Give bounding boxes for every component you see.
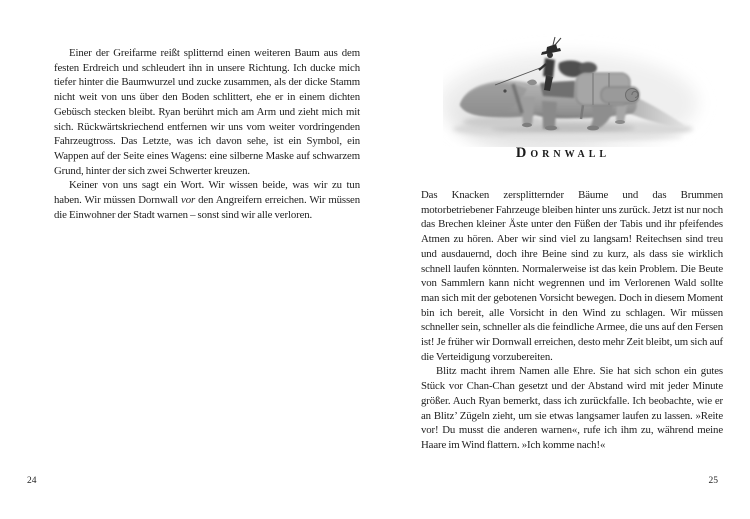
foot — [522, 123, 532, 127]
body-text: den Angreifern erreichen. Wir müssen die Einwohner der Stadt warnen – sonst sind wir alle verloren. — [54, 194, 360, 221]
body-text: Das Knacken zersplitternder Bäume und das Brummen motorbetriebener Fahrzeuge bleiben hinter uns zurück. Jetzt ist nur noch das Brechen kleiner Äste unter den Füßen der Tabis und ihr pfeifendes Atmen zu hören. Aber wir sind viel zu langsam! Reitechsen sind treu und ausdauernd, doch ihre Beine sind zu kurz, als dass sie wirklich schnell laufen könnten. Normalerweise ist das kein Problem. Die Beute von Sammlern kann nicht wegrennen und im Verlorenen Wald sollte man sich mit der gebotenen Vorsicht bewegen. Doch in diesem Moment bin ich bereit, alle Vorsicht in den Wind zu schlagen. Wir müssen schneller sein, schneller als die feindliche Armee, die uns auf den Fersen ist! Je früher wir Dornwall erreichen, desto mehr Zeit bleibt, um sich auf die Verteidigung vorzubereiten. — [421, 189, 723, 363]
page-number-left: 24 — [27, 476, 37, 486]
paragraph — [421, 364, 723, 452]
foot — [545, 126, 557, 131]
rider-hat-feathers — [553, 37, 561, 45]
body-text: Blitz macht ihrem Namen alle Ehre. Sie hat sich schon ein gutes Stück vor Chan-Chan gesetzt und der Abstand wird mit jeder Minute größer. Auch Ryan bemerkt, dass ich zurückfalle. Ich beobachte, wie er an Blitz’ Zügeln zieht, um sie etwas langsamer laufen zu lassen. »Reite vor! Du musst die anderen warnen«, rufe ich ihm zu, während meine Haare im Wind flattern. »Ich komme nach!« — [421, 365, 723, 451]
foot — [587, 126, 599, 131]
paragraph — [54, 178, 360, 222]
chapter-title: Dornwall — [515, 145, 611, 161]
mount-and-rider-drawing — [443, 25, 723, 147]
italic-text: vor — [181, 194, 196, 207]
paragraph — [54, 46, 360, 178]
right-text-block — [421, 188, 723, 453]
body-text: Einer der Greifarme reißt splitternd einen weiteren Baum aus dem festen Erdreich und schleudert ihn in unsere Richtung. Ich ducke mich tiefer hinter die Baumwurzel und zucke zusammen, als der dicke Stamm nicht weit von uns über den Boden schlittert, ehe er in einem dichten Gebüsch stecken bleibt. Ryan berührt mich am Arm und zieht mich mit sich. Rückwärtskriechend entfernen wir uns vom weiter vordringenden Fahrzeugtross. Das Letzte, was ich davon sehe, ist ein Symbol, ein Wappen auf der Seite eines Wagens: eine silberne Maske auf schwarzem Grund, hinter der sich zwei Schwerter kreuzen. — [54, 47, 360, 177]
page-number-right: 25 — [708, 476, 718, 486]
paragraph — [421, 188, 723, 364]
creature-eye — [503, 89, 506, 92]
chapter-illustration — [443, 25, 723, 147]
rider-torso — [543, 58, 555, 78]
foot — [615, 120, 625, 124]
ground-streak — [503, 134, 683, 140]
left-text-block — [54, 46, 360, 222]
dark-bundle-small — [579, 62, 597, 74]
body-text: Keiner von uns sagt ein Wort. Wir wissen beide, was wir zu tun haben. Wir müssen Dornwall — [54, 179, 360, 207]
